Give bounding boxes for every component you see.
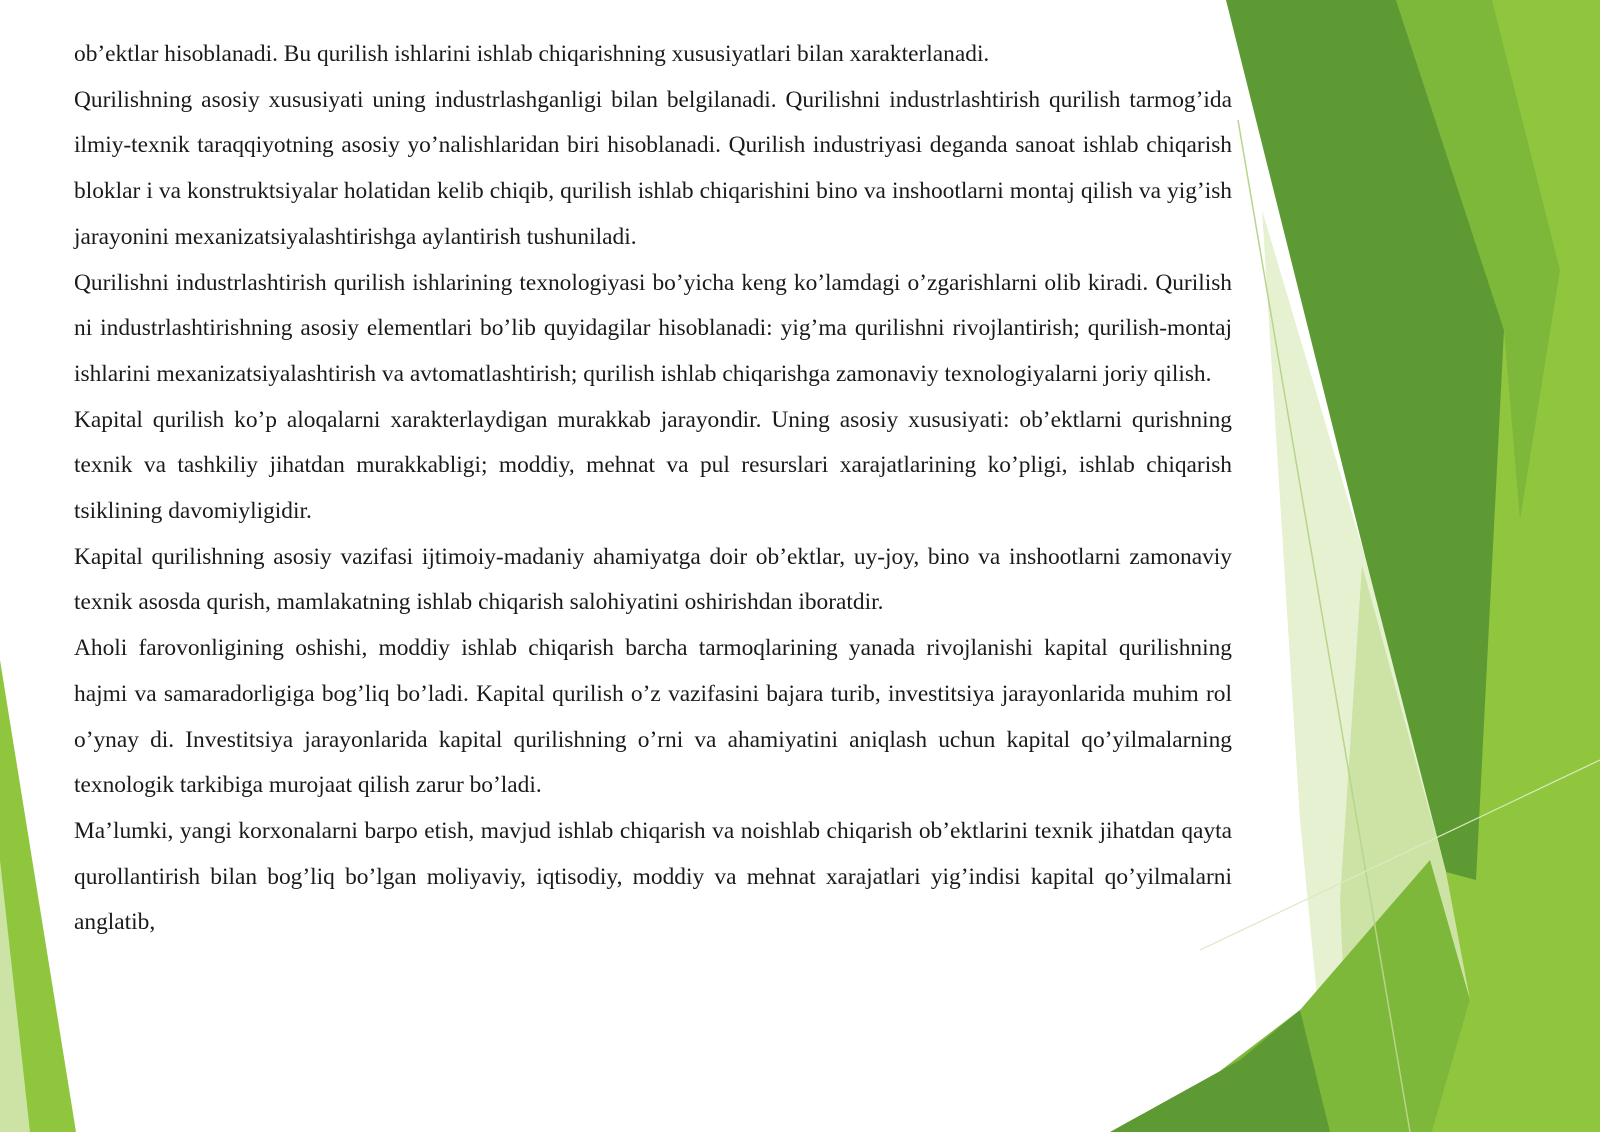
paragraph-7: Ma’lumki, yangi korxonalarni barpo etish, mavjud ishlab chiqarish va noishlab chiqarish ob’ektlarini texnik jihatdan qayta qurollantirish bilan bog’liq bo’lgan moliyaviy, iqtisodiy, moddiy va mehnat xarajatlari yig’indisi kapital qo’yilmalarni anglatib, (74, 817, 1232, 936)
paragraph-1: ob’ektlar hisoblanadi. Bu qurilish ishlarini ishlab chiqarishning xususiyatlari bilan xarakterlanadi. (74, 41, 990, 67)
paragraph-6: Aholi farovonligining oshishi, moddiy ishlab chiqarish barcha tarmoqlarining yanada rivojlanishi kapital qurilishning hajmi va samaradorligiga bog’liq bo’ladi. Kapital qurilish o’z vazifasini bajara turib, investitsiya jarayonlarida muhim rol o’ynay di. Investitsiya jarayonlarida kapital qurilishning o’rni va ahamiyatini aniqlash uchun kapital qo’yilmalarning texnologik tarkibiga murojaat qilish zarur bo’ladi. (74, 635, 1232, 799)
paragraph-5: Kapital qurilishning asosiy vazifasi ijtimoiy-madaniy ahamiyatga doir ob’ektlar, uy-joy, bino va inshootlarni zamonaviy texnik asosda qurish, mamlakatning ishlab chiqarish salohiyatini oshirishdan iboratdir. (74, 543, 1232, 616)
paragraph-3: Qurilishni industrlashtirish qurilish ishlarining texnologiyasi bo’yicha keng ko’lamdagi o’zgarishlarni olib kiradi. Qurilish ni industrlashtirishning asosiy elementlari bo’lib quyidagilar hisoblanadi: yig’ma qurilishni rivojlantirish; qurilish-montaj ishlarini mexanizatsiyalashtirish va avtomatlashtirish; qurilish ishlab chiqarishga zamonaviy texnologiyalarni joriy qilish. (74, 269, 1232, 387)
document-body (74, 32, 1232, 946)
paragraph-4: Kapital qurilish ko’p aloqalarni xarakterlaydigan murakkab jarayondir. Uning asosiy xususiyati: ob’ektlarni qurishning texnik va tashkiliy jihatdan murakkabligi; moddiy, mehnat va pul resurslari xarajatlarining ko’pligi, ishlab chiqarish tsiklining davomiyligidir. (74, 406, 1232, 525)
paragraph-2: Qurilishning asosiy xususiyati uning industrlashganligi bilan belgilanadi. Qurilishni industrlashtirish qurilish tarmog’ida ilmiy-texnik taraqqiyotning asosiy yo’nalishlaridan biri hisoblanadi. Qurilish industriyasi deganda sanoat ishlab chiqarish bloklar i va konstruktsiyalar holatidan kelib chiqib, qurilish ishlab chiqarishini bino va inshootlarni montaj qilish va yig’ish jarayonini mexanizatsiyalashtirishga aylantirish tushuniladi. (74, 86, 1232, 250)
